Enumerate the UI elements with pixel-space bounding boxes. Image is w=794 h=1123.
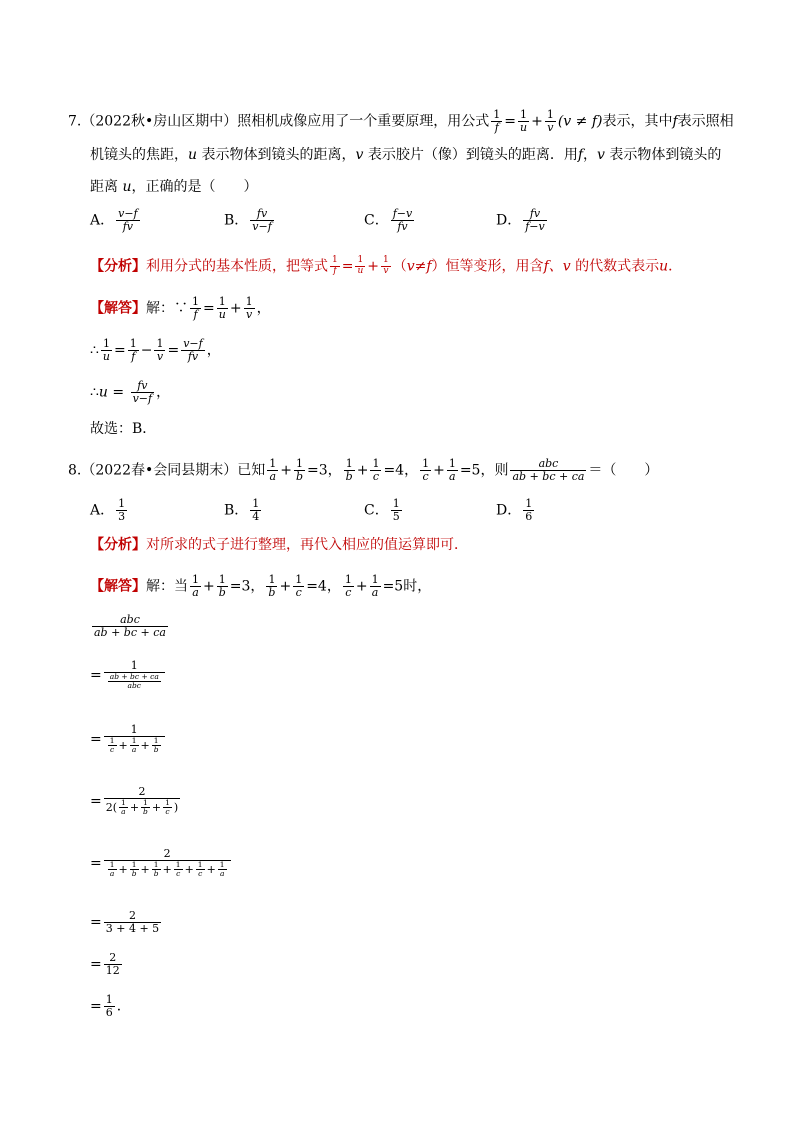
fraction	[104, 994, 115, 1019]
fraction: $\frac{1}{u}$	[102, 337, 111, 364]
option-label: C．	[364, 212, 389, 229]
fraction: $\frac{1}{b}$	[153, 860, 159, 879]
fraction	[116, 208, 140, 233]
q8-step-7: = $\frac{2}{12}$	[90, 951, 120, 978]
fraction: $\frac{1}{c}$	[165, 798, 170, 817]
option-label: D．	[496, 212, 522, 229]
q7-option-b[interactable]	[224, 208, 276, 233]
fraction: $\frac{1}{b}$	[295, 457, 304, 484]
final-answer: 故选：B．	[90, 421, 157, 437]
q7-stem-text: 表示物体到镜头的	[609, 147, 722, 163]
q7-final	[90, 420, 156, 438]
q7-stem-text: 表示胶片（像）到镜头的距离．用	[367, 147, 578, 163]
option-num: f−v	[392, 207, 413, 220]
fraction: $\frac{1}{f}$	[192, 295, 199, 322]
fraction: $\frac{\text{abc}}{ab + bc + ca}$	[512, 457, 585, 484]
step-den: 3 + 4 + 5	[105, 922, 160, 936]
q8-analysis	[90, 536, 468, 554]
q7-option-c[interactable]	[364, 208, 416, 233]
fraction: $\frac{1}{a}$	[192, 573, 199, 600]
option-label: B．	[224, 502, 249, 519]
option-den: fv	[122, 220, 134, 234]
q8-option-d[interactable]	[496, 498, 536, 523]
option-den: v−f	[252, 220, 272, 234]
fraction: $\frac{1}{b}$	[143, 798, 148, 817]
analysis-tag: 【分析】	[90, 537, 146, 553]
fraction: $\frac{1}{a}$	[109, 860, 115, 879]
analysis-tag: 【分析】	[90, 258, 146, 275]
fraction: $\frac{1}{v}$	[245, 295, 253, 322]
q8-stem-text: 已知	[237, 462, 266, 479]
fraction: 2 $\frac{1}{a}$ + $\frac{1}{b}$ + $\frac{1}{b}$ + $\frac{1}{c}$ + $\frac{1}{c}$ + $\frac{1}{a}$	[104, 848, 231, 879]
option-num: v−f	[118, 207, 138, 220]
option-label: D．	[496, 502, 522, 519]
option-den: fv	[397, 220, 408, 234]
q7-option-a[interactable]	[90, 208, 142, 233]
fraction	[391, 498, 402, 523]
option-den: 4	[252, 510, 260, 524]
fraction: $\frac{1}{c}$	[295, 573, 303, 600]
q8-number: 8.	[68, 462, 82, 479]
q7-source: （2022秋•房山区期中）	[81, 113, 238, 130]
fraction: $\frac{1}{v}$	[383, 255, 389, 276]
q7-option-d[interactable]	[496, 208, 549, 233]
fraction: $\frac{1}{f}$	[129, 337, 137, 364]
q8-stem-text: ，则	[480, 462, 509, 479]
q7-number: 7.	[68, 113, 82, 130]
q7-stem-line3: 距离 u，正确的是（ ）	[90, 179, 258, 195]
option-num: 1	[118, 497, 126, 510]
analysis-text: 对所求的式子进行整理，再代入相应的值运算即可．	[146, 537, 468, 553]
q8-option-a[interactable]	[90, 498, 129, 523]
option-den: f−v	[525, 220, 545, 234]
q8-source: （2022春•会同县期末）	[81, 462, 238, 479]
q7-stem-text: 照相机成像应用了一个重要原理，用公式	[237, 113, 490, 130]
q7-stem-text: 机镜头的焦距，	[90, 147, 188, 163]
q7-stem-text: 距离	[90, 179, 118, 195]
step-num: 1	[105, 993, 113, 1006]
fraction: $\frac{fv}{v-f}$	[132, 379, 153, 406]
fraction	[523, 208, 547, 233]
fraction: $\frac{1}{c}$	[175, 860, 181, 879]
analysis-text: 恒等变形，用含	[445, 258, 544, 275]
q7-formula: $\frac{1}{f}$	[493, 108, 501, 135]
fraction: $\frac{1}{a}$	[448, 457, 456, 484]
fraction: $\frac{1}{a}$	[121, 798, 126, 817]
q7-stem-line2: 机镜头的焦距，u 表示物体到镜头的距离，v 表示胶片（像）到镜头的距离．用f，v 表示物体到镜头的	[90, 147, 722, 163]
analysis-text: 利用分式的基本性质，把等式	[146, 258, 328, 275]
option-label: A．	[90, 502, 115, 519]
q8-step-8: = $\frac{1}{6}$ ．	[90, 993, 131, 1020]
fraction: $\frac{1}{a}$	[371, 573, 379, 600]
q8-step-4: = 2 2( $\frac{1}{a}$ + $\frac{1}{b}$ + $\frac{1}{c}$ )	[90, 785, 179, 817]
fraction: $\frac{ab + bc + ca}{\text{abc}}$	[109, 672, 159, 691]
fraction: $\frac{1}{a}$	[131, 736, 137, 755]
q7-stem-line1: 7.（2022秋•房山区期中）照相机成像应用了一个重要原理，用公式 $\frac{1}{f}$ = $\frac{1}{u}$ + $\frac{1}{v}$ (v ≠ f)表示，其中f表示照相	[68, 108, 734, 135]
fraction: $\frac{v-f}{fv}$	[183, 337, 203, 364]
fraction: $\frac{1}{v}$	[156, 337, 164, 364]
fraction	[116, 498, 127, 523]
option-num: fv	[523, 208, 547, 221]
answer-lead: 解：	[146, 300, 174, 317]
option-label: B．	[224, 212, 249, 229]
q7-analysis: 【分析】利用分式的基本性质，把等式 $\frac{1}{f}$ = $\frac{1}{u}$ + $\frac{1}{v}$ （v≠f）恒等变形，用含f、v 的代数式表示u．	[90, 255, 683, 276]
q8-step-1	[90, 614, 170, 639]
option-num: 1	[392, 497, 400, 510]
fraction: $\frac{\text{abc}}{ab + bc + ca}$	[94, 613, 166, 640]
fraction: $\frac{1}{b}$	[268, 573, 276, 600]
fraction: 1 $\frac{1}{c}$ + $\frac{1}{a}$ + $\frac{1}{b}$	[104, 724, 165, 755]
fraction	[391, 208, 415, 233]
q8-step-2: = $\frac{1}{\frac{ab + bc + ca}{\text{abc}}}$	[90, 660, 167, 691]
q8-stem-text: ＝（ ）	[588, 462, 659, 479]
answer-tag: 【解答】	[90, 578, 146, 595]
q7-stem-text: 表示，其中	[602, 113, 673, 130]
fraction: $\frac{1}{a}$	[269, 457, 277, 484]
fraction: $\frac{1}{u}$	[218, 295, 226, 322]
q8-option-b[interactable]	[224, 498, 263, 523]
answer-lead: 解：当	[146, 578, 188, 595]
fraction: $\frac{1}{f}$	[332, 255, 338, 276]
q7-answer-line3: ∴u = $\frac{fv}{v-f}$ ，	[90, 379, 171, 406]
q7-answer-line2: ∴ $\frac{1}{u}$ = $\frac{1}{f}$ − $\frac{1}{v}$ = $\frac{v-f}{fv}$ ，	[90, 337, 221, 364]
fraction	[250, 208, 274, 233]
fraction: $\frac{1}{c}$	[109, 736, 115, 755]
q8-option-c[interactable]	[364, 498, 404, 523]
fraction: $\frac{1}{c}$	[344, 573, 352, 600]
fraction: $\frac{1}{v}$	[546, 108, 554, 135]
q7-stem-text: 表示照相	[677, 113, 734, 130]
fraction: $\frac{1}{b}$	[218, 573, 226, 600]
q7-stem-text: ，正确的是（ ）	[131, 179, 258, 195]
fraction: $\frac{1}{b}$	[345, 457, 353, 484]
analysis-text: 的代数式表示	[575, 258, 660, 275]
fraction: $\frac{1}{b}$	[153, 736, 159, 755]
fraction: $\frac{1}{c}$	[372, 457, 380, 484]
fraction: 2 2( $\frac{1}{a}$ + $\frac{1}{b}$ + $\frac{1}{c}$ )	[105, 785, 179, 817]
option-label: A．	[90, 212, 115, 229]
step-num: 2	[104, 952, 122, 965]
fraction	[104, 910, 161, 935]
step-den: 12	[105, 964, 120, 978]
q7-answer-line1: 【解答】解：∵ $\frac{1}{f}$ = $\frac{1}{u}$ + $\frac{1}{v}$ ，	[90, 295, 271, 322]
fraction	[250, 498, 261, 523]
option-den: 6	[525, 510, 533, 524]
q8-step-3: = 1 $\frac{1}{c}$ + $\frac{1}{a}$ + $\frac{1}{b}$	[90, 724, 167, 755]
fraction: $\frac{1}{b}$	[131, 860, 137, 879]
option-num: fv	[250, 208, 274, 221]
q8-stem: 8.（2022春•会同县期末）已知 $\frac{1}{a}$ + $\frac{1}{b}$ =3， $\frac{1}{b}$ + $\frac{1}{c}$ =4， $\frac{1}{c}$ + $\frac{1}{a}$ =5，则 $\frac{\text{abc}}{ab + bc + ca}$ ＝（ ）	[68, 457, 659, 484]
option-num: 1	[525, 497, 533, 510]
fraction	[523, 498, 534, 523]
fraction: $\frac{1}{c}$	[197, 860, 203, 879]
step-num: 2	[104, 910, 161, 923]
answer-tag: 【解答】	[90, 300, 146, 317]
option-num: 1	[252, 497, 260, 510]
fraction: $\frac{1}{u}$	[519, 108, 528, 135]
fraction	[104, 952, 122, 977]
fraction: $\frac{1}{c}$	[422, 457, 430, 484]
step-den: 6	[105, 1006, 113, 1020]
fraction: $\frac{1}{a}$	[219, 860, 225, 879]
fraction: $\frac{1}{u}$	[357, 255, 364, 276]
option-den: 5	[392, 510, 400, 524]
fraction: $\frac{1}{\frac{ab + bc + ca}{\text{abc}}}$	[104, 660, 165, 691]
option-den: 3	[118, 510, 126, 524]
option-label: C．	[364, 502, 389, 519]
answer-tail: 时，	[403, 578, 432, 595]
q7-stem-text: 表示物体到镜头的距离，	[201, 147, 356, 163]
q8-answer-line1: 【解答】解：当 $\frac{1}{a}$ + $\frac{1}{b}$ =3， $\frac{1}{b}$ + $\frac{1}{c}$ =4， $\frac{1}{c}$ + $\frac{1}{a}$ =5时，	[90, 573, 432, 600]
q8-step-6: = $\frac{2}{3 + 4 + 5}$	[90, 909, 160, 936]
q8-step-5: = 2 $\frac{1}{a}$ + $\frac{1}{b}$ + $\frac{1}{b}$ + $\frac{1}{c}$ + $\frac{1}{c}$ + $\frac{1}{a}$	[90, 848, 233, 879]
